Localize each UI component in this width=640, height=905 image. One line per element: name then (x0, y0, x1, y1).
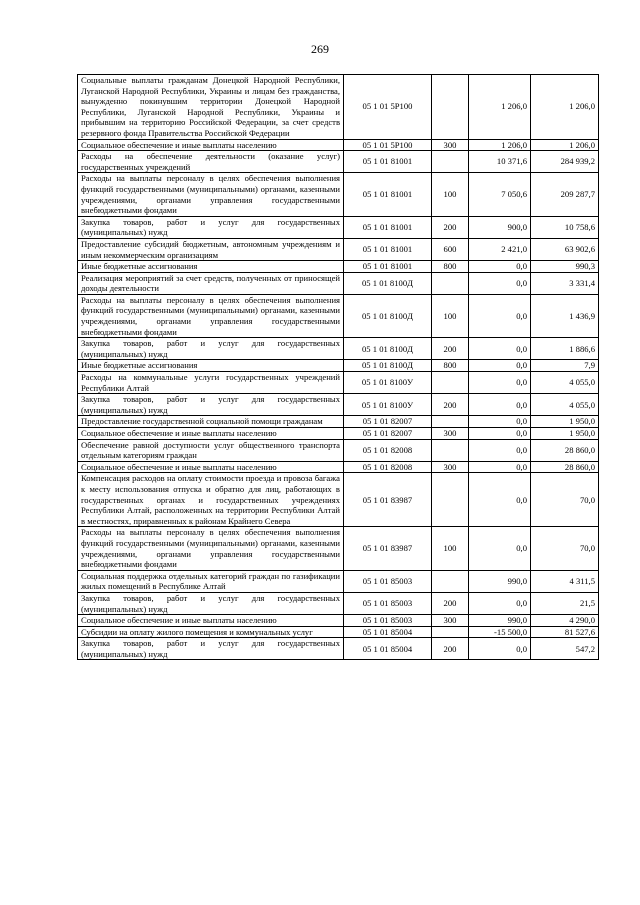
row-expense-type-cell (432, 416, 469, 428)
row-expense-type-cell (432, 372, 469, 394)
row-name-cell: Расходы на выплаты персоналу в целях обеспечения выполнения функций государственными (муниципальными) органами, казенными учреждениями, органами управления государственными внебюджетными фондами (78, 294, 344, 337)
row-expense-type-cell (432, 272, 469, 294)
row-amount-change-cell: 0,0 (469, 338, 531, 360)
row-code-cell: 05 1 01 83987 (344, 527, 432, 570)
row-code-cell: 05 1 01 8100Д (344, 360, 432, 372)
row-name-cell: Реализация мероприятий за счет средств, полученных от приносящей доходы деятельности (78, 272, 344, 294)
table-row (78, 638, 599, 660)
row-expense-type-cell (432, 75, 469, 140)
row-amount-change-cell: 0,0 (469, 473, 531, 527)
row-amount-change-cell: 0,0 (469, 592, 531, 614)
row-name-cell: Иные бюджетные ассигнования (78, 360, 344, 372)
row-code-cell: 05 1 01 81001 (344, 216, 432, 238)
row-code-cell: 05 1 01 81001 (344, 238, 432, 260)
row-code-cell: 05 1 01 8100Д (344, 294, 432, 337)
row-name-cell: Закупка товаров, работ и услуг для государственных (муниципальных) нужд (78, 216, 344, 238)
row-name-cell: Обеспечение равной доступности услуг общественного транспорта отдельным категориям граждан (78, 439, 344, 461)
row-name-cell: Расходы на выплаты персоналу в целях обеспечения выполнения функций государственными (муниципальными) органами, казенными учреждениями, органами управления государственными внебюджетными фондами (78, 173, 344, 216)
row-amount-total-cell: 1 436,9 (531, 294, 599, 337)
row-amount-total-cell: 4 290,0 (531, 615, 599, 627)
row-amount-total-cell: 28 860,0 (531, 439, 599, 461)
row-amount-total-cell: 4 311,5 (531, 570, 599, 592)
row-name-cell: Закупка товаров, работ и услуг для государственных (муниципальных) нужд (78, 394, 344, 416)
row-name-cell: Компенсация расходов на оплату стоимости проезда и провоза багажа к месту использования отпуска и обратно для лиц, работающих в государственных органах и государственных учреждениях Республики Алтай, расположенных на территории Республики Алтай в местностях, приравненных к районам Крайнего Севера (78, 473, 344, 527)
row-amount-change-cell: 0,0 (469, 261, 531, 273)
row-expense-type-cell: 300 (432, 461, 469, 473)
table-row (78, 394, 599, 416)
row-expense-type-cell (432, 570, 469, 592)
row-expense-type-cell: 300 (432, 615, 469, 627)
row-code-cell: 05 1 01 83987 (344, 473, 432, 527)
row-amount-change-cell: 900,0 (469, 216, 531, 238)
row-amount-change-cell: 1 206,0 (469, 75, 531, 140)
row-code-cell: 05 1 01 85003 (344, 615, 432, 627)
table-row (78, 294, 599, 337)
row-amount-change-cell: 1 206,0 (469, 139, 531, 151)
row-amount-change-cell: 0,0 (469, 416, 531, 428)
row-amount-change-cell: 0,0 (469, 428, 531, 440)
row-amount-total-cell: 3 331,4 (531, 272, 599, 294)
table-row (78, 416, 599, 428)
table-row (78, 272, 599, 294)
table-row (78, 238, 599, 260)
row-amount-change-cell: 0,0 (469, 394, 531, 416)
table-row (78, 360, 599, 372)
row-amount-change-cell: 0,0 (469, 294, 531, 337)
table-row (78, 626, 599, 638)
row-name-cell: Расходы на обеспечение деятельности (оказание услуг) государственных учреждений (78, 151, 344, 173)
row-amount-change-cell: 7 050,6 (469, 173, 531, 216)
table-row (78, 527, 599, 570)
row-amount-change-cell: 0,0 (469, 439, 531, 461)
row-amount-total-cell: 4 055,0 (531, 372, 599, 394)
row-expense-type-cell: 200 (432, 216, 469, 238)
row-expense-type-cell: 300 (432, 428, 469, 440)
page-number: 269 (311, 42, 329, 56)
row-name-cell: Социальное обеспечение и иные выплаты населению (78, 461, 344, 473)
row-amount-total-cell: 70,0 (531, 473, 599, 527)
row-expense-type-cell: 600 (432, 238, 469, 260)
row-expense-type-cell (432, 473, 469, 527)
row-code-cell: 05 1 01 8100Д (344, 272, 432, 294)
row-expense-type-cell: 100 (432, 527, 469, 570)
row-name-cell: Субсидии на оплату жилого помещения и коммунальных услуг (78, 626, 344, 638)
row-name-cell: Иные бюджетные ассигнования (78, 261, 344, 273)
row-code-cell: 05 1 01 8100У (344, 394, 432, 416)
row-amount-change-cell: 0,0 (469, 638, 531, 660)
row-amount-change-cell: 0,0 (469, 372, 531, 394)
row-amount-total-cell: 10 758,6 (531, 216, 599, 238)
row-name-cell: Закупка товаров, работ и услуг для государственных (муниципальных) нужд (78, 638, 344, 660)
row-name-cell: Социальное обеспечение и иные выплаты населению (78, 615, 344, 627)
row-amount-total-cell: 990,3 (531, 261, 599, 273)
budget-table (77, 74, 599, 660)
row-expense-type-cell: 800 (432, 360, 469, 372)
row-code-cell: 05 1 01 82008 (344, 461, 432, 473)
row-amount-change-cell: 990,0 (469, 615, 531, 627)
row-expense-type-cell (432, 626, 469, 638)
row-amount-total-cell: 1 206,0 (531, 75, 599, 140)
row-amount-total-cell: 1 950,0 (531, 428, 599, 440)
row-amount-total-cell: 1 886,6 (531, 338, 599, 360)
row-expense-type-cell: 200 (432, 338, 469, 360)
table-row (78, 570, 599, 592)
row-name-cell: Закупка товаров, работ и услуг для государственных (муниципальных) нужд (78, 592, 344, 614)
row-amount-total-cell: 4 055,0 (531, 394, 599, 416)
row-name-cell: Предоставление субсидий бюджетным, автономным учреждениям и иным некоммерческим организациям (78, 238, 344, 260)
row-amount-total-cell: 1 206,0 (531, 139, 599, 151)
row-amount-total-cell: 21,5 (531, 592, 599, 614)
row-code-cell: 05 1 01 8100Д (344, 338, 432, 360)
row-amount-change-cell: 990,0 (469, 570, 531, 592)
row-amount-total-cell: 28 860,0 (531, 461, 599, 473)
row-amount-total-cell: 547,2 (531, 638, 599, 660)
table-row (78, 75, 599, 140)
row-expense-type-cell: 800 (432, 261, 469, 273)
table-row (78, 372, 599, 394)
row-expense-type-cell: 200 (432, 592, 469, 614)
row-expense-type-cell: 200 (432, 394, 469, 416)
row-amount-change-cell: 0,0 (469, 360, 531, 372)
row-code-cell: 05 1 01 85004 (344, 626, 432, 638)
row-name-cell: Расходы на коммунальные услуги государственных учреждений Республики Алтай (78, 372, 344, 394)
row-expense-type-cell: 100 (432, 294, 469, 337)
row-name-cell: Социальная поддержка отдельных категорий граждан по газификации жилых помещений в Республике Алтай (78, 570, 344, 592)
row-code-cell: 05 1 01 81001 (344, 151, 432, 173)
row-code-cell: 05 1 01 85003 (344, 592, 432, 614)
row-name-cell: Социальные выплаты гражданам Донецкой Народной Республики, Луганской Народной Республики, Украины и лицам без гражданства, вынужденно покинувшим территории Донецкой Народной Республики, Луганской Народной Республики, Украины и прибывшим на территорию Российской Федерации, за счет средств резервного фонда Правительства Российской Федерации (78, 75, 344, 140)
table-row (78, 439, 599, 461)
table-row (78, 151, 599, 173)
table-row (78, 173, 599, 216)
row-code-cell: 05 1 01 81001 (344, 173, 432, 216)
row-name-cell: Предоставление государственной социальной помощи гражданам (78, 416, 344, 428)
row-expense-type-cell (432, 151, 469, 173)
table-row (78, 461, 599, 473)
row-code-cell: 05 1 01 5Р100 (344, 75, 432, 140)
row-amount-total-cell: 63 902,6 (531, 238, 599, 260)
row-name-cell: Социальное обеспечение и иные выплаты населению (78, 428, 344, 440)
table-row (78, 592, 599, 614)
row-code-cell: 05 1 01 82008 (344, 439, 432, 461)
table-row (78, 473, 599, 527)
row-amount-change-cell: 0,0 (469, 461, 531, 473)
row-amount-total-cell: 70,0 (531, 527, 599, 570)
row-name-cell: Социальное обеспечение и иные выплаты населению (78, 139, 344, 151)
row-amount-total-cell: 209 287,7 (531, 173, 599, 216)
table-row (78, 139, 599, 151)
table-row (78, 261, 599, 273)
row-expense-type-cell (432, 439, 469, 461)
row-amount-total-cell: 7,9 (531, 360, 599, 372)
table-body (78, 75, 599, 660)
row-amount-total-cell: 1 950,0 (531, 416, 599, 428)
row-amount-total-cell: 81 527,6 (531, 626, 599, 638)
row-code-cell: 05 1 01 5Р100 (344, 139, 432, 151)
row-amount-change-cell: 0,0 (469, 527, 531, 570)
row-code-cell: 05 1 01 81001 (344, 261, 432, 273)
row-expense-type-cell: 300 (432, 139, 469, 151)
row-code-cell: 05 1 01 85004 (344, 638, 432, 660)
table-row (78, 216, 599, 238)
row-name-cell: Закупка товаров, работ и услуг для государственных (муниципальных) нужд (78, 338, 344, 360)
row-amount-change-cell: -15 500,0 (469, 626, 531, 638)
row-expense-type-cell: 100 (432, 173, 469, 216)
row-amount-change-cell: 0,0 (469, 272, 531, 294)
row-amount-change-cell: 10 371,6 (469, 151, 531, 173)
row-code-cell: 05 1 01 82007 (344, 428, 432, 440)
row-code-cell: 05 1 01 8100У (344, 372, 432, 394)
row-amount-change-cell: 2 421,0 (469, 238, 531, 260)
row-name-cell: Расходы на выплаты персоналу в целях обеспечения выполнения функций государственными (муниципальными) органами, казенными учреждениями, органами управления государственными внебюджетными фондами (78, 527, 344, 570)
row-code-cell: 05 1 01 82007 (344, 416, 432, 428)
row-amount-total-cell: 284 939,2 (531, 151, 599, 173)
table-row (78, 428, 599, 440)
table-row (78, 338, 599, 360)
row-expense-type-cell: 200 (432, 638, 469, 660)
row-code-cell: 05 1 01 85003 (344, 570, 432, 592)
table-row (78, 615, 599, 627)
